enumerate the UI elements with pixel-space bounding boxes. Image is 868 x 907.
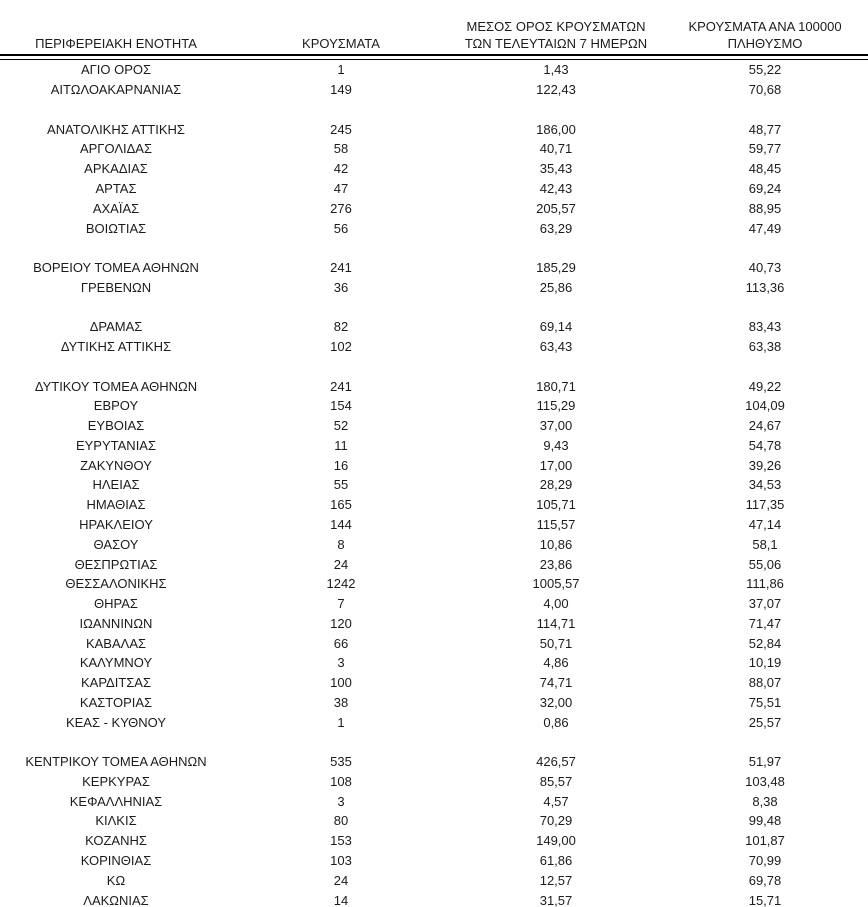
cases-cell: 3: [337, 793, 345, 809]
region-cell: ΘΗΡΑΣ: [94, 596, 138, 612]
avg7-cell: 205,57: [536, 200, 576, 216]
per100k-cell: 52,84: [748, 635, 782, 651]
avg7-cell: 61,86: [539, 853, 573, 868]
region-cell: ΗΛΕΙΑΣ: [92, 477, 140, 493]
avg7-cell: 70,29: [539, 813, 573, 829]
table-row: [0, 574, 868, 594]
avg7-cell: 74,71: [539, 675, 573, 691]
cases-cell: 36: [333, 279, 349, 295]
cases-cell: 3: [337, 655, 345, 671]
table-row: [0, 317, 868, 337]
table-row: [0, 673, 868, 693]
table-header-row: [0, 0, 868, 54]
table-row: [0, 831, 868, 851]
region-cell: ΚΑΡΔΙΤΣΑΣ: [80, 675, 152, 691]
avg7-cell: 4,86: [543, 655, 569, 671]
region-cell: ΚΕΡΚΥΡΑΣ: [82, 773, 150, 789]
per100k-cell: 55,22: [748, 62, 782, 78]
avg7-cell: 426,57: [536, 754, 576, 770]
cases-cell: 245: [330, 121, 352, 137]
avg7-cell: 17,00: [539, 457, 573, 473]
cases-cell: 16: [333, 457, 349, 473]
per100k-cell: 47,49: [748, 220, 782, 236]
table-row: [0, 732, 868, 752]
region-cell: ΗΡΑΚΛΕΙΟΥ: [79, 516, 153, 532]
table-row: [0, 356, 868, 376]
cases-cell: 1242: [326, 576, 356, 592]
cases-cell: 47: [333, 180, 349, 196]
region-cell: ΚΟΡΙΝΘΙΑΣ: [80, 853, 152, 868]
avg7-cell: 69,14: [539, 319, 573, 335]
table-row: [0, 258, 868, 278]
table-row: [0, 60, 868, 80]
avg7-cell: 32,00: [539, 694, 573, 710]
region-cell: ΑΙΤΩΛΟΑΚΑΡΝΑΝΙΑΣ: [50, 82, 182, 98]
avg7-cell: 185,29: [536, 260, 576, 276]
table-row: [0, 198, 868, 218]
cases-cell: 38: [333, 694, 349, 710]
table-row: [0, 890, 868, 907]
column-header-per100k: ΚΡΟΥΣΜΑΤΑ ΑΝΑ 100000 ΠΛΗΘΥΣΜΟ: [688, 19, 842, 51]
cases-cell: 103: [330, 853, 352, 868]
table-row: [0, 752, 868, 772]
per100k-cell: 103,48: [745, 773, 785, 789]
region-cell: ΚΑΒΑΛΑΣ: [85, 635, 147, 651]
cases-cell: 120: [330, 615, 352, 631]
column-header-avg7: ΜΕΣΟΣ ΟΡΟΣ ΚΡΟΥΣΜΑΤΩΝ ΤΩΝ ΤΕΛΕΥΤΑΙΩΝ 7 ΗΜΕΡΩΝ: [464, 19, 648, 51]
table-row: [0, 159, 868, 179]
region-cell: ΒΟΙΩΤΙΑΣ: [85, 220, 147, 236]
region-cell: ΔΥΤΙΚΗΣ ΑΤΤΙΚΗΣ: [60, 339, 172, 355]
avg7-cell: 50,71: [539, 635, 573, 651]
per100k-cell: 70,68: [748, 82, 782, 98]
region-cell: ΖΑΚΥΝΘΟΥ: [80, 457, 152, 473]
region-cell: ΓΡΕΒΕΝΩΝ: [80, 279, 152, 295]
region-cell: ΚΑΣΤΟΡΙΑΣ: [79, 694, 153, 710]
avg7-cell: 85,57: [539, 773, 573, 789]
avg7-cell: 1005,57: [532, 576, 580, 592]
per100k-cell: 83,43: [748, 319, 782, 335]
per100k-cell: 58,1: [752, 536, 778, 552]
avg7-cell: 186,00: [536, 121, 576, 137]
region-cell: ΚΕΝΤΡΙΚΟΥ ΤΟΜΕΑ ΑΘΗΝΩΝ: [25, 754, 207, 770]
per100k-cell: 8,38: [752, 793, 778, 809]
region-cell: ΔΡΑΜΑΣ: [89, 319, 143, 335]
table-row: [0, 653, 868, 673]
avg7-cell: 40,71: [539, 141, 573, 157]
per100k-cell: 55,06: [748, 556, 782, 572]
table-row: [0, 396, 868, 416]
region-cell: ΘΑΣΟΥ: [93, 536, 139, 552]
per100k-cell: 111,86: [746, 576, 784, 592]
per100k-cell: 59,77: [748, 141, 782, 157]
cases-cell: 52: [333, 418, 349, 434]
region-cell: ΑΓΙΟ ΟΡΟΣ: [80, 62, 152, 78]
per100k-cell: 39,26: [748, 457, 782, 473]
cases-cell: 1: [337, 62, 345, 78]
cases-cell: 108: [330, 773, 352, 789]
table-row: [0, 791, 868, 811]
avg7-cell: 115,57: [536, 516, 576, 532]
region-cell: ΕΒΡΟΥ: [93, 398, 139, 414]
cases-cell: 80: [333, 813, 349, 829]
avg7-cell: 10,86: [539, 536, 573, 552]
table-row: [0, 693, 868, 713]
table-row: [0, 139, 868, 159]
per100k-cell: 88,07: [748, 675, 782, 691]
region-cell: ΑΝΑΤΟΛΙΚΗΣ ΑΤΤΙΚΗΣ: [47, 121, 185, 137]
per100k-cell: 48,45: [748, 161, 782, 177]
region-cell: ΚΕΑΣ - ΚΥΘΝΟΥ: [65, 714, 167, 730]
table-row: [0, 554, 868, 574]
cases-cell: 7: [337, 596, 345, 612]
table-row: [0, 179, 868, 199]
region-cell: ΑΡΚΑΔΙΑΣ: [84, 161, 148, 177]
per100k-cell: 49,22: [748, 378, 782, 394]
table-row: [0, 495, 868, 515]
table-row: [0, 475, 868, 495]
per100k-cell: 54,78: [748, 437, 782, 453]
cases-cell: 154: [330, 398, 352, 414]
cases-cell: 102: [330, 339, 352, 355]
per100k-cell: 101,87: [745, 833, 785, 849]
per100k-cell: 10,19: [748, 655, 782, 671]
table-row: [0, 100, 868, 120]
per100k-cell: 69,78: [748, 872, 782, 888]
table-row: [0, 870, 868, 890]
table-row: [0, 515, 868, 535]
cases-cell: 276: [330, 200, 352, 216]
cases-cell: 165: [330, 497, 352, 513]
cases-cell: 535: [330, 754, 352, 770]
avg7-cell: 37,00: [539, 418, 573, 434]
per100k-cell: 25,57: [748, 714, 782, 730]
avg7-cell: 0,86: [543, 714, 569, 730]
table-row: [0, 534, 868, 554]
region-cell: ΑΧΑΪΑΣ: [92, 200, 140, 216]
per100k-cell: 15,71: [748, 892, 782, 907]
per100k-cell: 34,53: [748, 477, 782, 493]
region-cell: ΚΑΛΥΜΝΟΥ: [79, 655, 153, 671]
per100k-cell: 63,38: [748, 339, 782, 355]
avg7-cell: 4,57: [543, 793, 569, 809]
cases-cell: 66: [333, 635, 349, 651]
avg7-cell: 4,00: [543, 596, 569, 612]
table-row: [0, 436, 868, 456]
avg7-cell: 12,57: [539, 872, 573, 888]
avg7-cell: 180,71: [536, 378, 576, 394]
per100k-cell: 75,51: [748, 694, 782, 710]
avg7-cell: 105,71: [536, 497, 576, 513]
cases-cell: 241: [330, 260, 352, 276]
per100k-cell: 70,99: [748, 853, 782, 868]
table-row: [0, 455, 868, 475]
region-cell: ΕΥΒΟΙΑΣ: [87, 418, 145, 434]
per100k-cell: 37,07: [748, 596, 782, 612]
cases-cell: 24: [333, 872, 349, 888]
per100k-cell: 47,14: [748, 516, 782, 532]
region-cell: ΒΟΡΕΙΟΥ ΤΟΜΕΑ ΑΘΗΝΩΝ: [33, 260, 199, 276]
avg7-cell: 31,57: [539, 892, 573, 907]
region-cell: ΚΙΛΚΙΣ: [95, 813, 137, 829]
per100k-cell: 71,47: [748, 615, 782, 631]
avg7-cell: 115,29: [536, 398, 576, 414]
region-cell: ΕΥΡΥΤΑΝΙΑΣ: [75, 437, 157, 453]
cases-cell: 24: [333, 556, 349, 572]
region-cell: ΑΡΓΟΛΙΔΑΣ: [79, 141, 153, 157]
avg7-cell: 28,29: [539, 477, 573, 493]
region-cell: ΚΕΦΑΛΛΗΝΙΑΣ: [69, 793, 163, 809]
table-row: [0, 277, 868, 297]
table-row: [0, 851, 868, 871]
table-row: [0, 238, 868, 258]
avg7-cell: 35,43: [539, 161, 573, 177]
cases-cell: 42: [333, 161, 349, 177]
per100k-cell: 69,24: [748, 180, 782, 196]
cases-cell: 8: [337, 536, 345, 552]
per100k-cell: 104,09: [745, 398, 785, 414]
avg7-cell: 63,43: [539, 339, 573, 355]
table-row: [0, 811, 868, 831]
cases-cell: 100: [330, 675, 352, 691]
avg7-cell: 23,86: [539, 556, 573, 572]
per100k-cell: 51,97: [748, 754, 782, 770]
cases-cell: 14: [333, 892, 349, 907]
avg7-cell: 25,86: [539, 279, 573, 295]
cases-cell: 241: [330, 378, 352, 394]
avg7-cell: 1,43: [543, 62, 569, 78]
table-row: [0, 337, 868, 357]
cases-cell: 1: [337, 714, 345, 730]
region-cell: ΘΕΣΠΡΩΤΙΑΣ: [74, 556, 158, 572]
table-row: [0, 712, 868, 732]
avg7-cell: 63,29: [539, 220, 573, 236]
table-row: [0, 772, 868, 792]
region-cell: ΗΜΑΘΙΑΣ: [86, 497, 146, 513]
region-cell: ΛΑΚΩΝΙΑΣ: [83, 892, 149, 907]
table-row: [0, 633, 868, 653]
table-row: [0, 297, 868, 317]
per100k-cell: 40,73: [748, 260, 782, 276]
per100k-cell: 113,36: [745, 279, 785, 295]
region-cell: ΚΩ: [106, 872, 126, 888]
cases-cell: 149: [330, 82, 352, 98]
column-header-region: ΠΕΡΙΦΕΡΕΙΑΚΗ ΕΝΟΤΗΤΑ: [35, 36, 197, 51]
table-row: [0, 416, 868, 436]
per100k-cell: 48,77: [748, 121, 782, 137]
table-row: [0, 80, 868, 100]
table-row: [0, 218, 868, 238]
region-cell: ΙΩΑΝΝΙΝΩΝ: [79, 615, 153, 631]
avg7-cell: 149,00: [536, 833, 576, 849]
avg7-cell: 42,43: [539, 180, 573, 196]
cases-cell: 144: [330, 516, 352, 532]
cases-cell: 55: [333, 477, 349, 493]
cases-cell: 82: [333, 319, 349, 335]
cases-cell: 56: [333, 220, 349, 236]
per100k-cell: 88,95: [748, 200, 782, 216]
per100k-cell: 99,48: [748, 813, 782, 829]
avg7-cell: 122,43: [536, 82, 576, 98]
avg7-cell: 114,71: [536, 615, 576, 631]
table-row: [0, 376, 868, 396]
cases-cell: 11: [334, 437, 348, 453]
column-header-cases: ΚΡΟΥΣΜΑΤΑ: [302, 36, 380, 51]
region-cell: ΑΡΤΑΣ: [95, 180, 137, 196]
region-cell: ΔΥΤΙΚΟΥ ΤΟΜΕΑ ΑΘΗΝΩΝ: [34, 378, 198, 394]
cases-cell: 58: [333, 141, 349, 157]
table-row: [0, 119, 868, 139]
table-row: [0, 613, 868, 633]
region-cell: ΚΟΖΑΝΗΣ: [85, 833, 147, 849]
table-body: [0, 60, 868, 907]
avg7-cell: 9,43: [543, 437, 569, 453]
table-row: [0, 594, 868, 614]
cases-cell: 153: [330, 833, 352, 849]
per100k-cell: 24,67: [748, 418, 782, 434]
region-cell: ΘΕΣΣΑΛΟΝΙΚΗΣ: [65, 576, 167, 592]
per100k-cell: 117,35: [745, 497, 785, 513]
